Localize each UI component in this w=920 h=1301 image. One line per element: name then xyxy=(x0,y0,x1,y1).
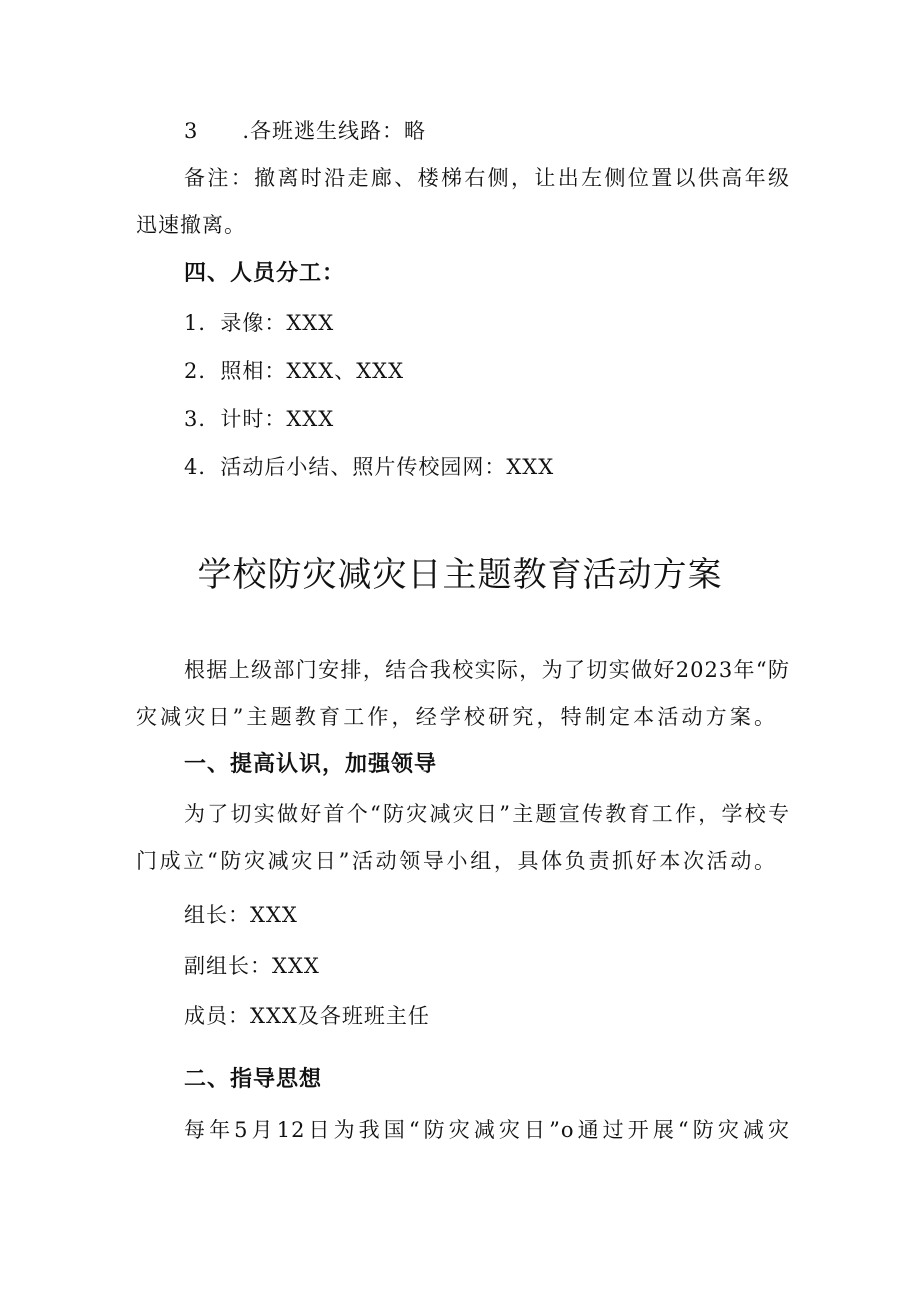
staff-item: 1．录像：XXX xyxy=(184,311,335,335)
staff-item: 3．计时：XXX xyxy=(184,407,335,431)
vice-leader-line: 副组长：XXX xyxy=(184,954,320,978)
guiding-ideas-line-1: 每年5月12日为我国“防灾减灾日”o通过开展“防灾减灾 xyxy=(184,1118,790,1142)
leadership-line-2: 门成立“防灾减灾日”活动领导小组，具体负责抓好本次活动。 xyxy=(136,849,776,873)
staff-item: 4．活动后小结、照片传校园网：XXX xyxy=(184,455,555,479)
section-heading-staff: 四、人员分工： xyxy=(184,261,346,286)
evacuation-route-item: 3 .各班逃生线路：略 xyxy=(184,119,427,143)
intro-line-2: 灾减灾日”主题教育工作，经学校研究，特制定本活动方案。 xyxy=(136,705,776,729)
leadership-line-1: 为了切实做好首个“防灾减灾日”主题宣传教育工作，学校专 xyxy=(184,802,790,826)
intro-line-1: 根据上级部门安排，结合我校实际，为了切实做好2023年“防 xyxy=(184,658,790,682)
section-heading-guiding-ideas: 二、指导思想 xyxy=(184,1067,323,1092)
note-line-1: 备注：撤离时沿走廊、楼梯右侧，让出左侧位置以供高年级 xyxy=(184,166,790,190)
section-heading-leadership: 一、提高认识，加强领导 xyxy=(184,752,438,777)
members-line: 成员：XXX及各班班主任 xyxy=(184,1004,430,1028)
leader-line: 组长：XXX xyxy=(184,903,298,927)
document-title: 学校防灾减灾日主题教育活动方案 xyxy=(197,555,723,595)
staff-item: 2．照相：XXX、XXX xyxy=(184,359,405,383)
note-line-2: 迅速撤离。 xyxy=(136,213,246,237)
